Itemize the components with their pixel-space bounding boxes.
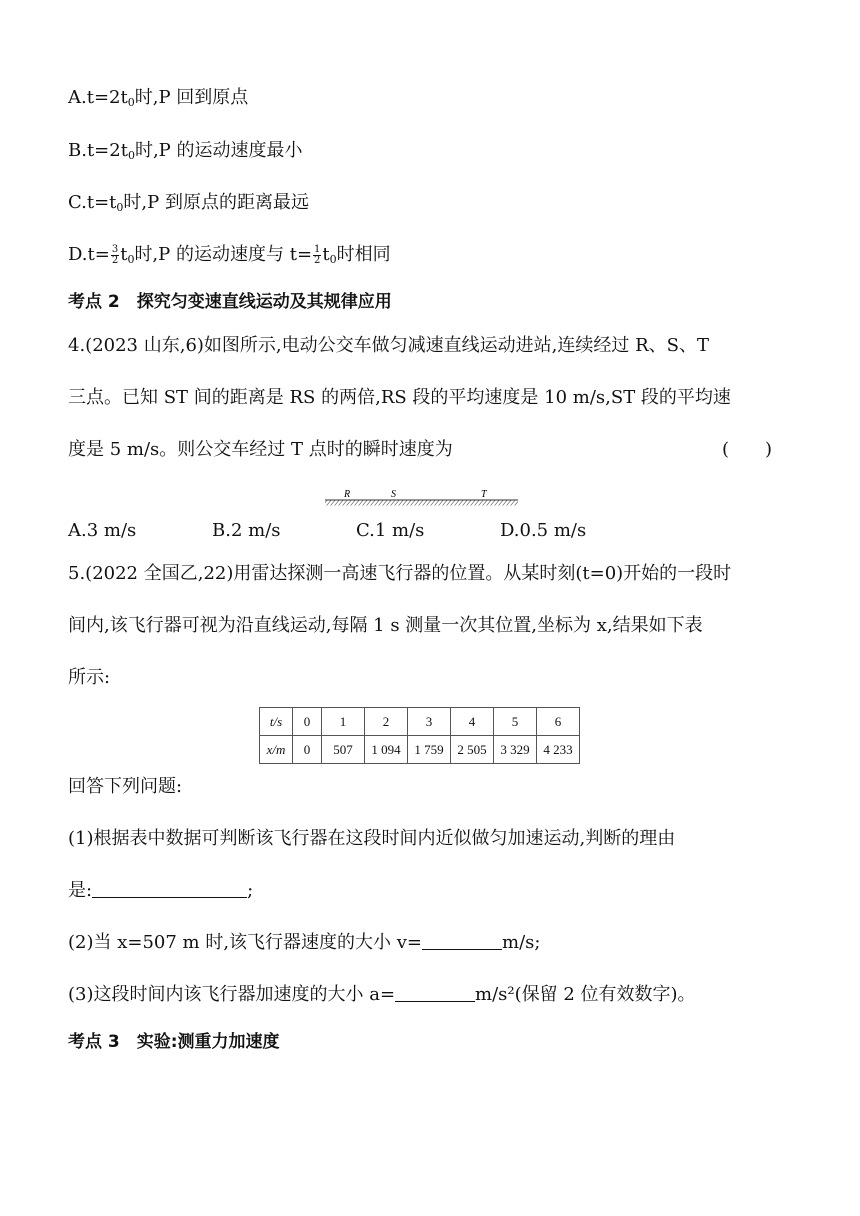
question-4-line-2: 三点。已知 ST 间的距离是 RS 的两倍,RS 段的平均速度是 10 m/s,ST 段的平均速 [68,387,731,408]
table-row [260,736,580,764]
answer-parentheses: ( ) [722,439,773,460]
answer-blank[interactable] [422,931,502,950]
table-row [260,708,580,736]
table-cell: 3 [408,708,451,736]
table-cell: 3 329 [494,736,537,764]
question-4-line-1: 4.(2023 山东,6)如图所示,电动公交车做匀减速直线运动进站,连续经过 R、S、T [68,335,709,356]
bus-road-diagram [322,486,522,514]
table-header-t: t/s [260,708,293,736]
option-d: D.t= $\frac{3}{2}$ $t_0$时,P 的运动速度与 t= $\frac{1}{2}$ $t_0$时相同 [68,243,391,266]
ground-hatch [325,501,518,506]
part-3: (3)这段时间内该飞行器加速度的大小 a= m/s²(保留 2 位有效数字)。 [68,984,696,1005]
option-c: $C.t=t_0$时,P 到原点的距离最远 [68,192,309,214]
q4-option-a: A.3 m/s [68,520,137,541]
table-cell: 1 094 [365,736,408,764]
option-b: $B.t=2t_0$时,P 的运动速度最小 [68,140,303,162]
q4-option-b: B.2 m/s [212,520,281,541]
table-cell: 5 [494,708,537,736]
table-cell: 4 [451,708,494,736]
table-cell: 1 [322,708,365,736]
table-cell: 6 [537,708,580,736]
table-cell: 0 [293,708,322,736]
point-r-label: R [344,489,351,500]
q4-option-d: D.0.5 m/s [500,520,587,541]
answer-blank[interactable] [395,983,475,1002]
table-cell: 2 [365,708,408,736]
section-heading-3: 考点 3 实验:测重力加速度 [68,1032,280,1052]
fraction-one-half: $\frac{1}{2}$ [314,243,321,266]
point-s-label: S [391,489,396,500]
part-1-line-2: 是: ; [68,880,254,901]
table-header-x: x/m [260,736,293,764]
part-1-line-1: (1)根据表中数据可判断该飞行器在这段时间内近似做匀加速运动,判断的理由 [68,828,676,849]
q4-option-c: C.1 m/s [356,520,425,541]
table-cell: 2 505 [451,736,494,764]
question-5-line-2: 间内,该飞行器可视为沿直线运动,每隔 1 s 测量一次其位置,坐标为 x,结果如下表 [68,615,703,636]
part-2: (2)当 x=507 m 时,该飞行器速度的大小 v= m/s; [68,932,541,953]
measurement-table [259,707,580,764]
table-cell: 1 759 [408,736,451,764]
table-cell: 507 [322,736,365,764]
answer-prompt: 回答下列问题: [68,776,183,797]
point-t-label: T [481,489,487,500]
question-5-line-1: 5.(2022 全国乙,22)用雷达探测一高速飞行器的位置。从某时刻(t=0)开始的一段时 [68,563,732,584]
table-cell: 0 [293,736,322,764]
answer-blank[interactable] [92,879,247,898]
table-cell: 4 233 [537,736,580,764]
section-heading-2: 考点 2 探究匀变速直线运动及其规律应用 [68,292,392,312]
fraction-three-halves: $\frac{3}{2}$ [111,243,119,266]
option-a: $A.t=2t_0$时,P 回到原点 [68,87,249,109]
question-5-line-3: 所示: [68,667,111,688]
question-4-line-3: 度是 5 m/s。则公交车经过 T 点时的瞬时速度为 [68,439,453,460]
